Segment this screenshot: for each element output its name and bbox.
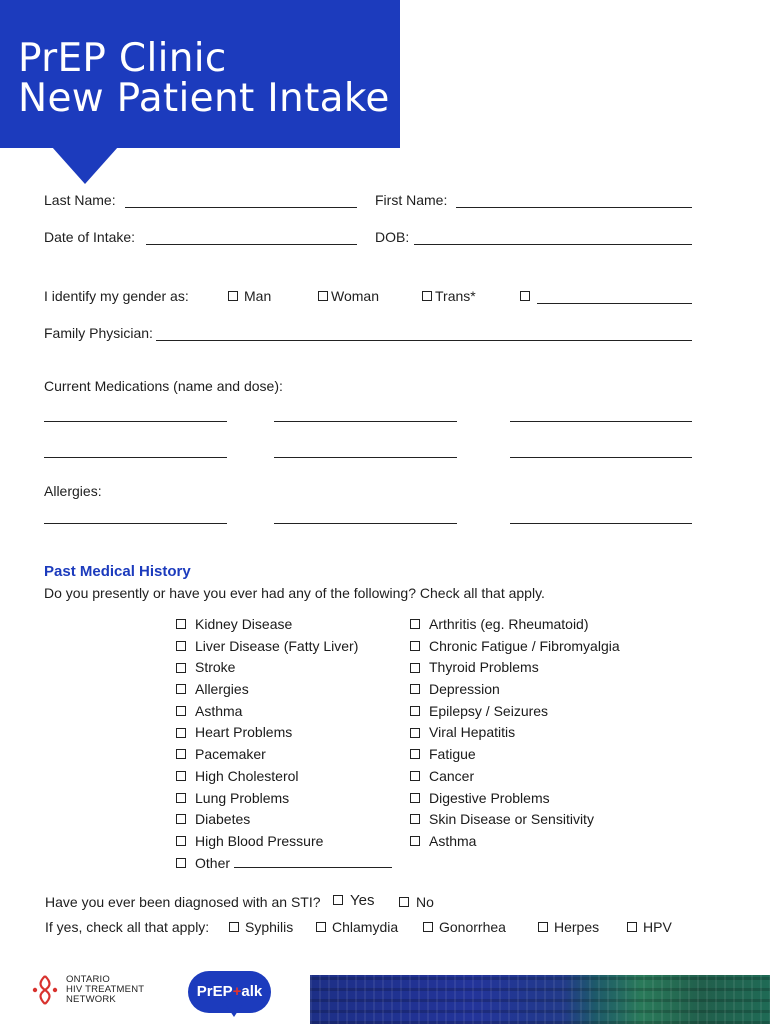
condition-item[interactable]: Cancer xyxy=(410,766,620,788)
condition-item[interactable]: Liver Disease (Fatty Liver) xyxy=(176,636,392,658)
gender-option-man[interactable]: Man xyxy=(228,288,271,304)
family-physician-label: Family Physician: xyxy=(44,325,153,341)
condition-item[interactable]: Heart Problems xyxy=(176,722,392,744)
preptalk-logo: PrEP+alk xyxy=(188,971,271,1013)
condition-item[interactable]: Pacemaker xyxy=(176,744,392,766)
condition-item[interactable]: Asthma xyxy=(176,701,392,723)
first-name-label: First Name: xyxy=(375,192,448,208)
gender-option-other[interactable] xyxy=(520,288,536,304)
checkbox[interactable] xyxy=(410,684,420,694)
preptalk-logo-tail xyxy=(226,1005,242,1017)
date-of-intake-field[interactable] xyxy=(146,244,357,245)
last-name-field[interactable] xyxy=(125,207,357,208)
checkbox[interactable] xyxy=(422,291,432,301)
checkbox[interactable] xyxy=(410,641,420,651)
checkbox[interactable] xyxy=(520,291,530,301)
checkbox[interactable] xyxy=(410,728,420,738)
sti-option-gonorrhea[interactable]: Gonorrhea xyxy=(423,919,506,935)
dob-label: DOB: xyxy=(375,229,410,245)
condition-list-left xyxy=(176,614,392,874)
checkbox[interactable] xyxy=(176,706,186,716)
checkbox[interactable] xyxy=(410,706,420,716)
medication-field[interactable] xyxy=(44,421,227,422)
checkbox[interactable] xyxy=(333,895,343,905)
checkbox[interactable] xyxy=(176,684,186,694)
gender-other-field[interactable] xyxy=(537,303,692,304)
sti-option-hpv[interactable]: HPV xyxy=(627,919,672,935)
sti-option-herpes[interactable]: Herpes xyxy=(538,919,599,935)
checkbox[interactable] xyxy=(318,291,328,301)
condition-item[interactable]: High Blood Pressure xyxy=(176,831,392,853)
header-pointer xyxy=(52,147,118,184)
section-title: Past Medical History xyxy=(44,563,191,580)
medication-field[interactable] xyxy=(510,457,692,458)
checkbox[interactable] xyxy=(410,663,420,673)
sti-option-syphilis[interactable]: Syphilis xyxy=(229,919,293,935)
checkbox[interactable] xyxy=(176,619,186,629)
sti-no-option[interactable]: No xyxy=(399,894,434,910)
sti-yes-option[interactable]: Yes xyxy=(333,892,374,909)
condition-item[interactable]: Viral Hepatitis xyxy=(410,722,620,744)
checkbox[interactable] xyxy=(176,793,186,803)
checkbox[interactable] xyxy=(410,814,420,824)
gender-label: I identify my gender as: xyxy=(44,288,189,304)
checkbox[interactable] xyxy=(399,897,409,907)
condition-item[interactable]: Epilepsy / Seizures xyxy=(410,701,620,723)
other-condition-field[interactable] xyxy=(234,855,392,868)
allergy-field[interactable] xyxy=(44,523,227,524)
allergy-field[interactable] xyxy=(510,523,692,524)
checkbox[interactable] xyxy=(410,836,420,846)
checkbox[interactable] xyxy=(176,836,186,846)
condition-item[interactable]: Digestive Problems xyxy=(410,788,620,810)
medication-field[interactable] xyxy=(44,457,227,458)
condition-item[interactable]: Depression xyxy=(410,679,620,701)
condition-item[interactable]: Asthma xyxy=(410,831,620,853)
condition-item[interactable]: Chronic Fatigue / Fibromyalgia xyxy=(410,636,620,658)
checkbox[interactable] xyxy=(176,858,186,868)
ohtn-logo-text: ONTARIO HIV TREATMENT NETWORK xyxy=(66,974,145,1005)
condition-item[interactable]: Diabetes xyxy=(176,809,392,831)
date-of-intake-label: Date of Intake: xyxy=(44,229,136,245)
checkbox[interactable] xyxy=(228,291,238,301)
checkbox[interactable] xyxy=(627,922,637,932)
gender-option-trans[interactable]: Trans* xyxy=(422,288,476,304)
medication-field[interactable] xyxy=(510,421,692,422)
checkbox[interactable] xyxy=(176,771,186,781)
ohtn-logo-icon xyxy=(30,974,60,1006)
condition-item[interactable]: Arthritis (eg. Rheumatoid) xyxy=(410,614,620,636)
checkbox[interactable] xyxy=(410,749,420,759)
checkbox[interactable] xyxy=(538,922,548,932)
checkbox[interactable] xyxy=(410,793,420,803)
checkbox[interactable] xyxy=(176,749,186,759)
gender-option-woman[interactable]: Woman xyxy=(318,288,379,304)
page-title-line2: New Patient Intake xyxy=(18,76,390,121)
checkbox[interactable] xyxy=(410,771,420,781)
allergy-field[interactable] xyxy=(274,523,457,524)
allergies-label: Allergies: xyxy=(44,483,102,499)
first-name-field[interactable] xyxy=(456,207,692,208)
condition-item[interactable]: Kidney Disease xyxy=(176,614,392,636)
checkbox[interactable] xyxy=(176,641,186,651)
checkbox[interactable] xyxy=(316,922,326,932)
checkbox[interactable] xyxy=(176,728,186,738)
condition-item-other[interactable]: Other xyxy=(176,853,392,875)
condition-item[interactable]: Allergies xyxy=(176,679,392,701)
checkbox[interactable] xyxy=(176,814,186,824)
checkbox[interactable] xyxy=(423,922,433,932)
condition-item[interactable]: Lung Problems xyxy=(176,788,392,810)
checkbox[interactable] xyxy=(410,619,420,629)
sti-question: Have you ever been diagnosed with an STI? xyxy=(45,894,321,910)
condition-list-right xyxy=(410,614,620,853)
history-prompt: Do you presently or have you ever had any of the following? Check all that apply. xyxy=(44,585,545,601)
sti-option-chlamydia[interactable]: Chlamydia xyxy=(316,919,398,935)
family-physician-field[interactable] xyxy=(156,340,692,341)
last-name-label: Last Name: xyxy=(44,192,116,208)
medication-field[interactable] xyxy=(274,457,457,458)
condition-item[interactable]: High Cholesterol xyxy=(176,766,392,788)
condition-item[interactable]: Stroke xyxy=(176,657,392,679)
page-title-line1: PrEP Clinic xyxy=(18,36,227,81)
footer-decorative-image xyxy=(310,975,770,1024)
sti-followup: If yes, check all that apply: xyxy=(45,919,210,935)
medication-field[interactable] xyxy=(274,421,457,422)
condition-item[interactable]: Skin Disease or Sensitivity xyxy=(410,809,620,831)
condition-item[interactable]: Thyroid Problems xyxy=(410,657,620,679)
dob-field[interactable] xyxy=(414,244,692,245)
condition-item[interactable]: Fatigue xyxy=(410,744,620,766)
current-medications-label: Current Medications (name and dose): xyxy=(44,378,283,394)
checkbox[interactable] xyxy=(229,922,239,932)
checkbox[interactable] xyxy=(176,663,186,673)
